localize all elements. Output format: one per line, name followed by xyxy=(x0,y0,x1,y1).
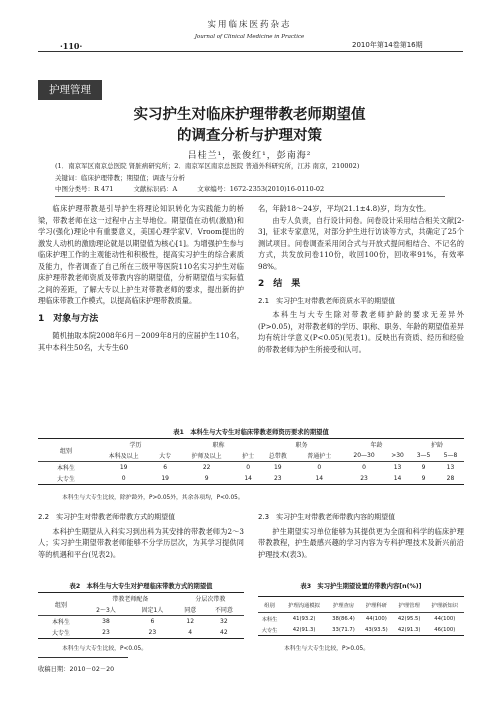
table1-note: 本科生与大专生比较，除护龄外，P>0.05外，其余各项均，P<0.05。 xyxy=(62,495,244,501)
cell: 42(91.3) xyxy=(397,626,421,633)
table1-subheader: 本科及以上 xyxy=(108,453,139,460)
classification-line xyxy=(55,184,342,193)
section-1-heading: 1 对象与方法 xyxy=(38,313,99,324)
table3-header: 护理查房 xyxy=(332,602,355,609)
affiliation: (1．南京军区南京总医院 肾脏病研究所；2．南京军区南京总医院 普通外科研究所，江苏 南京，210002) xyxy=(55,162,360,170)
table-row xyxy=(38,462,464,474)
document-code: 文献标识码：A xyxy=(133,185,178,193)
table1-col-group: 职称 xyxy=(212,442,225,449)
right-column xyxy=(258,203,464,355)
table2-col-group: 分层次带教 xyxy=(195,596,226,603)
row-label: 大专生 xyxy=(56,476,75,483)
clc-number: 中图分类号：R 471 xyxy=(55,185,114,193)
cell: 6 xyxy=(150,618,155,625)
article-number: 文章编号：1672-2353(2010)16-0110-02 xyxy=(197,185,325,193)
table1-subheader: >30 xyxy=(391,452,404,459)
table2-group-header: 组别 xyxy=(38,593,84,616)
cell: 0 xyxy=(121,475,126,482)
section-tag: 护理管理 xyxy=(38,80,102,100)
cell: 23 xyxy=(102,629,110,636)
table2-subheader: 不同意 xyxy=(214,607,233,614)
method-paragraph: 由专人负责，自行设计问卷。问卷设计采用结合相关文献[2-3]，征求专家意见，对部分护生进行访谈等方式，共确定了25个测试项目。问卷调查采用闭合式与开放式提问相结合、不记名的方式，共发放问卷110份，收回100份，回收率91%，有效率98%。 xyxy=(258,215,464,271)
table3-header: 护理管理 xyxy=(398,602,420,609)
table3-note: 本科生与大专生比较，P>0.05。 xyxy=(284,646,370,652)
table1-subheader: 总带教 xyxy=(268,453,287,460)
cell: 4 xyxy=(188,629,193,636)
cell: 23 xyxy=(273,475,282,482)
cell: 19 xyxy=(119,464,128,471)
cell: 43(93.5) xyxy=(364,626,388,633)
cell: 6 xyxy=(163,464,168,471)
cell: 0 xyxy=(246,464,251,471)
section-2-3-heading: 2.3 实习护生对带教老师带教内容的期望值 xyxy=(258,513,396,521)
table2 xyxy=(38,592,244,639)
issue-info: 2010年第14卷第16期 xyxy=(352,41,423,49)
cell: 38 xyxy=(102,618,110,625)
row-label: 大专生 xyxy=(261,627,278,634)
cell: 44(100) xyxy=(434,615,456,622)
table3-header: 组别 xyxy=(264,602,275,609)
cell: 9 xyxy=(204,475,209,482)
cell: 12 xyxy=(186,618,195,625)
section-2-2-heading: 2.2 实习护生对带教老师带教方式的期望值 xyxy=(38,513,176,521)
journal-title-en: Journal of Clinical Medicine in Practice xyxy=(194,34,305,40)
cell: 9 xyxy=(421,464,426,471)
table1-subheader: 普通护士 xyxy=(307,453,332,460)
table1-col-group: 护龄 xyxy=(431,442,444,449)
table-row xyxy=(38,616,244,628)
row-label: 本科生 xyxy=(261,616,278,623)
row-label: 本科生 xyxy=(56,465,75,472)
table3-caption: 表3 实习护生期望设置的带教内容[n(%)] xyxy=(300,583,422,590)
authors: 吕桂兰¹，张俊红¹，彭南海² xyxy=(187,151,312,161)
table1-group-header: 组别 xyxy=(38,439,94,462)
cell: 0 xyxy=(317,464,322,471)
cell: 13 xyxy=(393,464,402,471)
table2-subheader: 2～3人 xyxy=(96,607,116,614)
table2-note: 本科生与大专生比较，P<0.05。 xyxy=(62,646,148,652)
table1-subheader: 大专 xyxy=(159,453,172,460)
table3 xyxy=(258,596,464,636)
journal-title: 实用临床医药杂志 xyxy=(207,20,292,30)
section-2-3 xyxy=(258,510,464,560)
table2-subheader: 同意 xyxy=(184,607,197,614)
table3-header: 护理新知识 xyxy=(431,602,459,609)
received-date: 收稿日期：2010－02－20 xyxy=(38,666,115,673)
cell: 42 xyxy=(220,629,228,636)
cell: 46(100) xyxy=(434,626,456,633)
participants-text: 名，年龄18～24岁，平均(21.1±4.8)岁，均为女性。 xyxy=(258,204,431,213)
table2-col-group: 带教老师配备 xyxy=(112,596,149,603)
table1-subheader: 护师及以上 xyxy=(191,453,222,460)
cell: 14 xyxy=(244,475,252,482)
table1 xyxy=(38,438,464,485)
cell: 22 xyxy=(202,464,211,471)
table1-subheader: 5—8 xyxy=(443,452,458,459)
cell: 23 xyxy=(360,475,368,482)
cell: 13 xyxy=(446,464,455,471)
cell: 32 xyxy=(220,618,228,625)
meta-rule xyxy=(55,196,445,197)
cell: 0 xyxy=(362,464,366,471)
table-row xyxy=(38,473,464,485)
cell: 23 xyxy=(148,629,157,636)
section-1-text: 随机抽取本院2008年6月－2009年8月的应届护生110名，其中本科生50名，大专生60 xyxy=(38,331,244,352)
cell: 14 xyxy=(393,475,402,482)
left-column xyxy=(38,203,244,353)
cell: 19 xyxy=(161,475,169,482)
table1-subheader: 20—30 xyxy=(353,452,375,459)
section-2-2 xyxy=(38,510,244,560)
row-label: 大专生 xyxy=(51,630,70,637)
row-label: 本科生 xyxy=(51,619,70,626)
table-row xyxy=(258,613,464,625)
cell: 19 xyxy=(273,464,282,471)
table1-subheader: 3—5 xyxy=(416,452,431,459)
page-number: ·110· xyxy=(60,41,83,51)
table1-col-group: 职务 xyxy=(295,442,308,449)
cell: 38(86.4) xyxy=(332,615,355,622)
cell: 9 xyxy=(421,475,426,482)
cell: 28 xyxy=(446,475,455,482)
table1-caption: 表1 本科生与大专生对临床带教老师资历要求的期望值 xyxy=(173,429,329,436)
cell: 33(71.7) xyxy=(332,626,355,633)
cell: 14 xyxy=(315,475,324,482)
footnote-rule xyxy=(38,657,128,658)
cell: 44(100) xyxy=(365,615,387,622)
table3-header: 护理科研 xyxy=(365,602,387,609)
section-2-1-text: 本科生与大专生除对带教老师护龄的要求无差异外(P>0.05)，对带教老师的学历、职称、职务、年龄的期望值差异均有统计学意义(P<0.05)(见表1)。反映出有资质、经历和经验的带教老师为护生所接受和认可。 xyxy=(258,310,464,354)
article-title-line1: 实习护生对临床护理带教老师期望值 xyxy=(133,107,366,123)
table1-col-group: 年龄 xyxy=(370,442,383,449)
section-2-3-text: 护生期望实习单位能够为其提供更为全面和科学的临床护理带教教程，护生最感兴趣的学习内容为专科护理技术及新兴前沿护理技术(表3)。 xyxy=(258,526,464,559)
table-row xyxy=(258,624,464,636)
section-2-heading: 2 结 果 xyxy=(258,279,301,289)
intro-paragraph: 临床护理带教是引导护生将理论知识转化为实践能力的桥梁，带教老师在这一过程中占主导地位。期望值在动机(激励)和学习(强化)理论中有重要意义，美国心理学家V．Vroom提出的激发人动机的激励理论就是以期望值为核心[1]。为增强护生参与临床护理工作的主观能动性和积极性，提高实习护生的综合素质及能力，作者调查了自己所在三级甲等医院110名实习护生对临床护理带教老师资质及带教内容的期望值，分析期望值与实际值之间的差距，了解大专以上护生对带教老师的要求，提出新的护理临床带教工作模式，以提高临床护理带教质量。 xyxy=(38,204,244,305)
section-2-1-heading: 2.1 实习护生对带教老师资质水平的期望值 xyxy=(258,296,396,305)
keywords: 关键词：临床护理带教；期望值；调查与分析 xyxy=(55,174,185,182)
article-title-line2: 的调查分析与护理对策 xyxy=(177,128,322,144)
table1-col-group: 学历 xyxy=(129,442,142,449)
cell: 41(93.2) xyxy=(292,615,316,622)
cell: 42(95.5) xyxy=(397,615,421,622)
cell: 42(91.3) xyxy=(292,626,316,633)
table1-subheader: 护士 xyxy=(242,453,255,460)
table2-caption: 表2 本科生与大专生对护理临床带教方式的期望值 xyxy=(69,583,213,590)
table3-header: 护理沟通模拟 xyxy=(288,602,320,609)
table2-subheader: 固定1人 xyxy=(141,607,164,614)
header-rule xyxy=(38,51,463,52)
table-row xyxy=(38,627,244,639)
section-2-2-text: 本科护生期望从入科实习到出科为其安排的带教老师为2～3人；实习护生期望带教老师能够不分学历层次，为其学习提供同等的机遇和平台(见表2)。 xyxy=(38,526,244,559)
